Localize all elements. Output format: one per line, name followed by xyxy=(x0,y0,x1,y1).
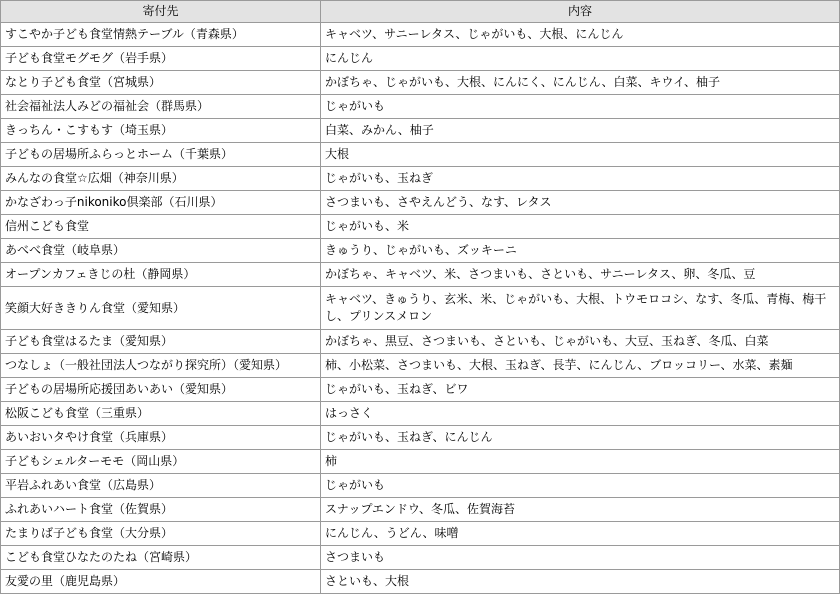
table-row xyxy=(1,239,840,263)
donor-cell: 松阪こども食堂（三重県） xyxy=(1,402,321,426)
table-row xyxy=(1,378,840,402)
contents-cell: キャベツ、きゅうり、玄米、米、じゃがいも、大根、トウモロコシ、なす、冬瓜、青梅、梅干し、プリンスメロン xyxy=(321,287,840,330)
donor-cell: あべべ食堂（岐阜県） xyxy=(1,239,321,263)
donor-cell: 笑顔大好ききりん食堂（愛知県） xyxy=(1,287,321,330)
donor-cell: 友愛の里（鹿児島県） xyxy=(1,570,321,594)
contents-cell: じゃがいも、米 xyxy=(321,215,840,239)
table-row xyxy=(1,119,840,143)
donor-cell: つなしょ（一般社団法人つながり探究所）（愛知県） xyxy=(1,354,321,378)
table-row xyxy=(1,426,840,450)
donor-cell: あいおいタやけ食堂（兵庫県） xyxy=(1,426,321,450)
contents-cell: かぼちゃ、キャベツ、米、さつまいも、さといも、サニーレタス、卵、冬瓜、豆 xyxy=(321,263,840,287)
contents-cell: 柿、小松菜、さつまいも、大根、玉ねぎ、長芋、にんじん、ブロッコリー、水菜、素麺 xyxy=(321,354,840,378)
table-row xyxy=(1,263,840,287)
contents-cell: かぼちゃ、黒豆、さつまいも、さといも、じゃがいも、大豆、玉ねぎ、冬瓜、白菜 xyxy=(321,330,840,354)
table-row xyxy=(1,71,840,95)
contents-cell: じゃがいも、玉ねぎ xyxy=(321,167,840,191)
table-row xyxy=(1,546,840,570)
donor-cell: かなざわっ子nikoniko倶楽部（石川県） xyxy=(1,191,321,215)
donor-cell: すこやか子ども食堂情熱テーブル（青森県） xyxy=(1,23,321,47)
donor-cell: みんなの食堂☆広畑（神奈川県） xyxy=(1,167,321,191)
table-row xyxy=(1,167,840,191)
column-header-contents: 内容 xyxy=(321,1,840,23)
donor-cell: なとり子ども食堂（宮城県） xyxy=(1,71,321,95)
contents-cell: スナップエンドウ、冬瓜、佐賀海苔 xyxy=(321,498,840,522)
table-row xyxy=(1,95,840,119)
donor-cell: 平岩ふれあい食堂（広島県） xyxy=(1,474,321,498)
table-row xyxy=(1,215,840,239)
donor-cell: きっちん・こすもす（埼玉県） xyxy=(1,119,321,143)
contents-cell: 白菜、みかん、柚子 xyxy=(321,119,840,143)
table-row xyxy=(1,570,840,594)
table-row xyxy=(1,191,840,215)
contents-cell: じゃがいも xyxy=(321,95,840,119)
table-row xyxy=(1,498,840,522)
table-row xyxy=(1,47,840,71)
donor-cell: 子ども食堂はるたま（愛知県） xyxy=(1,330,321,354)
table-row xyxy=(1,143,840,167)
table-row xyxy=(1,23,840,47)
table-body xyxy=(1,23,840,594)
contents-cell: じゃがいも、玉ねぎ、にんじん xyxy=(321,426,840,450)
donor-cell: 信州こども食堂 xyxy=(1,215,321,239)
contents-cell: 柿 xyxy=(321,450,840,474)
contents-cell: じゃがいも xyxy=(321,474,840,498)
contents-cell: じゃがいも、玉ねぎ、ビワ xyxy=(321,378,840,402)
donor-cell: 子どもの居場所ふらっとホーム（千葉県） xyxy=(1,143,321,167)
table-row xyxy=(1,287,840,330)
contents-cell: さといも、大根 xyxy=(321,570,840,594)
table-row xyxy=(1,330,840,354)
table-row xyxy=(1,450,840,474)
donor-cell: ふれあいハート食堂（佐賀県） xyxy=(1,498,321,522)
contents-cell: にんじん、うどん、味噌 xyxy=(321,522,840,546)
donor-cell: たまりば子ども食堂（大分県） xyxy=(1,522,321,546)
contents-cell: はっさく xyxy=(321,402,840,426)
donor-cell: こども食堂ひなたのたね（宮崎県） xyxy=(1,546,321,570)
header-row xyxy=(1,1,840,23)
column-header-donor: 寄付先 xyxy=(1,1,321,23)
table-row xyxy=(1,522,840,546)
donor-cell: オープンカフェきじの杜（静岡県） xyxy=(1,263,321,287)
donor-cell: 子ども食堂モグモグ（岩手県） xyxy=(1,47,321,71)
contents-cell: 大根 xyxy=(321,143,840,167)
table-row xyxy=(1,474,840,498)
donor-cell: 子どもの居場所応援団あいあい（愛知県） xyxy=(1,378,321,402)
contents-cell: さつまいも xyxy=(321,546,840,570)
contents-cell: きゅうり、じゃがいも、ズッキーニ xyxy=(321,239,840,263)
table-row xyxy=(1,402,840,426)
contents-cell: キャベツ、サニーレタス、じゃがいも、大根、にんじん xyxy=(321,23,840,47)
contents-cell: にんじん xyxy=(321,47,840,71)
contents-cell: さつまいも、さやえんどう、なす、レタス xyxy=(321,191,840,215)
donor-cell: 社会福祉法人みどの福祉会（群馬県） xyxy=(1,95,321,119)
donor-cell: 子どもシェルターモモ（岡山県） xyxy=(1,450,321,474)
contents-cell: かぼちゃ、じゃがいも、大根、にんにく、にんじん、白菜、キウイ、柚子 xyxy=(321,71,840,95)
table-row xyxy=(1,354,840,378)
